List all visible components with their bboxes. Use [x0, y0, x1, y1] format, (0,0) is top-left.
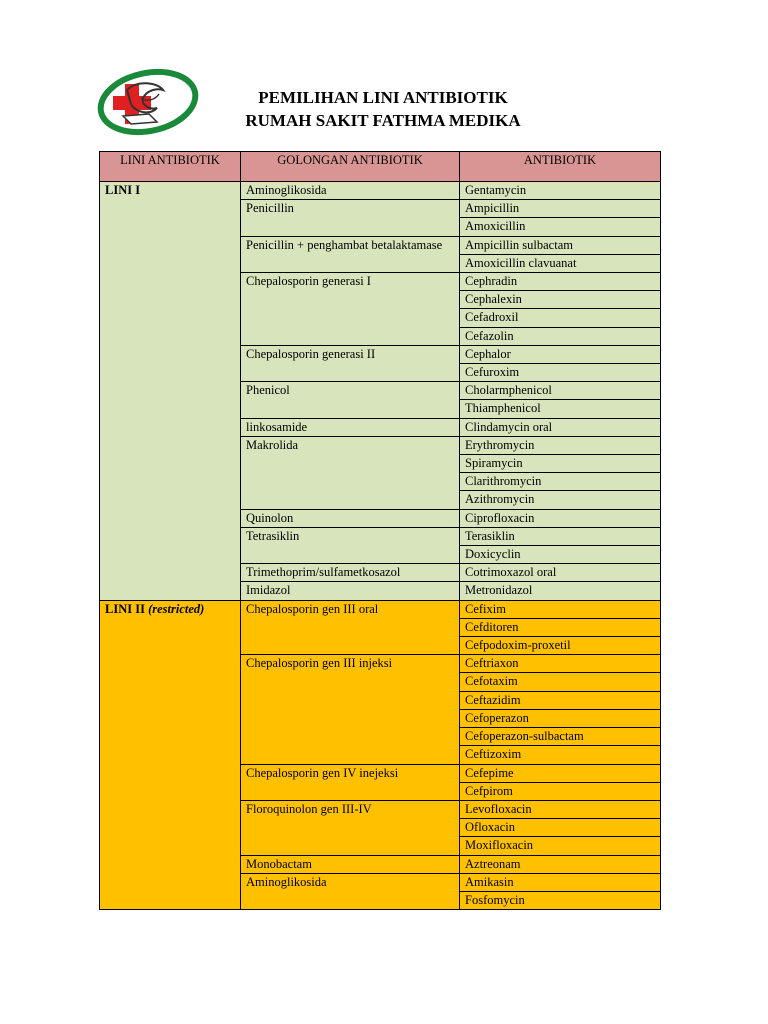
group-cell: Chepalosporin gen IV inejeksi [241, 764, 460, 800]
group-cell: Chepalosporin gen III injeksi [241, 655, 460, 764]
hospital-logo [97, 68, 199, 136]
lini-1-label: LINI I [105, 183, 141, 197]
group-cell: Floroquinolon gen III-IV [241, 800, 460, 855]
drug-cell: Terasiklin [460, 527, 661, 545]
drug-cell: Doxicyclin [460, 546, 661, 564]
group-cell: Makrolida [241, 436, 460, 509]
title-line-1: PEMILIHAN LINI ANTIBIOTIK [258, 88, 508, 107]
drug-cell: Cefepime [460, 764, 661, 782]
drug-cell: Cefoperazon-sulbactam [460, 728, 661, 746]
group-cell: Penicillin + penghambat betalaktamase [241, 236, 460, 272]
drug-cell: Cephradin [460, 273, 661, 291]
drug-cell: Cefpodoxim-proxetil [460, 637, 661, 655]
drug-cell: Levofloxacin [460, 800, 661, 818]
table-row [100, 600, 661, 618]
drug-cell: Clindamycin oral [460, 418, 661, 436]
group-cell: Monobactam [241, 855, 460, 873]
group-cell: Penicillin [241, 200, 460, 236]
group-cell: Imidazol [241, 582, 460, 600]
group-cell: Aminoglikosida [241, 873, 460, 909]
drug-cell: Aztreonam [460, 855, 661, 873]
drug-cell: Spiramycin [460, 455, 661, 473]
group-cell: linkosamide [241, 418, 460, 436]
table-row [100, 182, 661, 200]
drug-cell: Ceftizoxim [460, 746, 661, 764]
drug-cell: Amikasin [460, 873, 661, 891]
group-cell: Trimethoprim/sulfametkosazol [241, 564, 460, 582]
drug-cell: Cefuroxim [460, 364, 661, 382]
drug-cell: Cephalexin [460, 291, 661, 309]
group-cell: Chepalosporin gen III oral [241, 600, 460, 655]
title-line-2: RUMAH SAKIT FATHMA MEDIKA [245, 111, 521, 130]
drug-cell: Ampicillin sulbactam [460, 236, 661, 254]
lini-2-label: LINI II [105, 601, 145, 616]
header-lini: LINI ANTIBIOTIK [100, 152, 241, 182]
drug-cell: Moxifloxacin [460, 837, 661, 855]
drug-cell: Ofloxacin [460, 819, 661, 837]
drug-cell: Ciprofloxacin [460, 509, 661, 527]
drug-cell: Cefixim [460, 600, 661, 618]
drug-cell: Cefotaxim [460, 673, 661, 691]
lini-2-restricted-label: (restricted) [148, 601, 205, 616]
table-header-row [100, 152, 661, 182]
drug-cell: Cephalor [460, 345, 661, 363]
drug-cell: Cefazolin [460, 327, 661, 345]
lini-2-cell [100, 600, 241, 909]
drug-cell: Ceftazidim [460, 691, 661, 709]
drug-cell: Cefpirom [460, 782, 661, 800]
drug-cell: Gentamycin [460, 182, 661, 200]
group-cell: Phenicol [241, 382, 460, 418]
lini-1-cell [100, 182, 241, 601]
group-cell: Tetrasiklin [241, 527, 460, 563]
drug-cell: Cefoperazon [460, 709, 661, 727]
drug-cell: Cotrimoxazol oral [460, 564, 661, 582]
drug-cell: Clarithromycin [460, 473, 661, 491]
drug-cell: Ampicillin [460, 200, 661, 218]
drug-cell: Azithromycin [460, 491, 661, 509]
group-cell: Quinolon [241, 509, 460, 527]
drug-cell: Thiamphenicol [460, 400, 661, 418]
header-antibiotik: ANTIBIOTIK [460, 152, 661, 182]
drug-cell: Ceftriaxon [460, 655, 661, 673]
drug-cell: Erythromycin [460, 436, 661, 454]
drug-cell: Metronidazol [460, 582, 661, 600]
drug-cell: Fosfomycin [460, 891, 661, 909]
drug-cell: Cefditoren [460, 618, 661, 636]
drug-cell: Cholarmphenicol [460, 382, 661, 400]
drug-cell: Cefadroxil [460, 309, 661, 327]
drug-cell: Amoxicillin [460, 218, 661, 236]
group-cell: Chepalosporin generasi II [241, 345, 460, 381]
group-cell: Aminoglikosida [241, 182, 460, 200]
drug-cell: Amoxicillin clavuanat [460, 254, 661, 272]
group-cell: Chepalosporin generasi I [241, 273, 460, 346]
antibiotic-table [99, 151, 661, 910]
header-golongan: GOLONGAN ANTIBIOTIK [241, 152, 460, 182]
